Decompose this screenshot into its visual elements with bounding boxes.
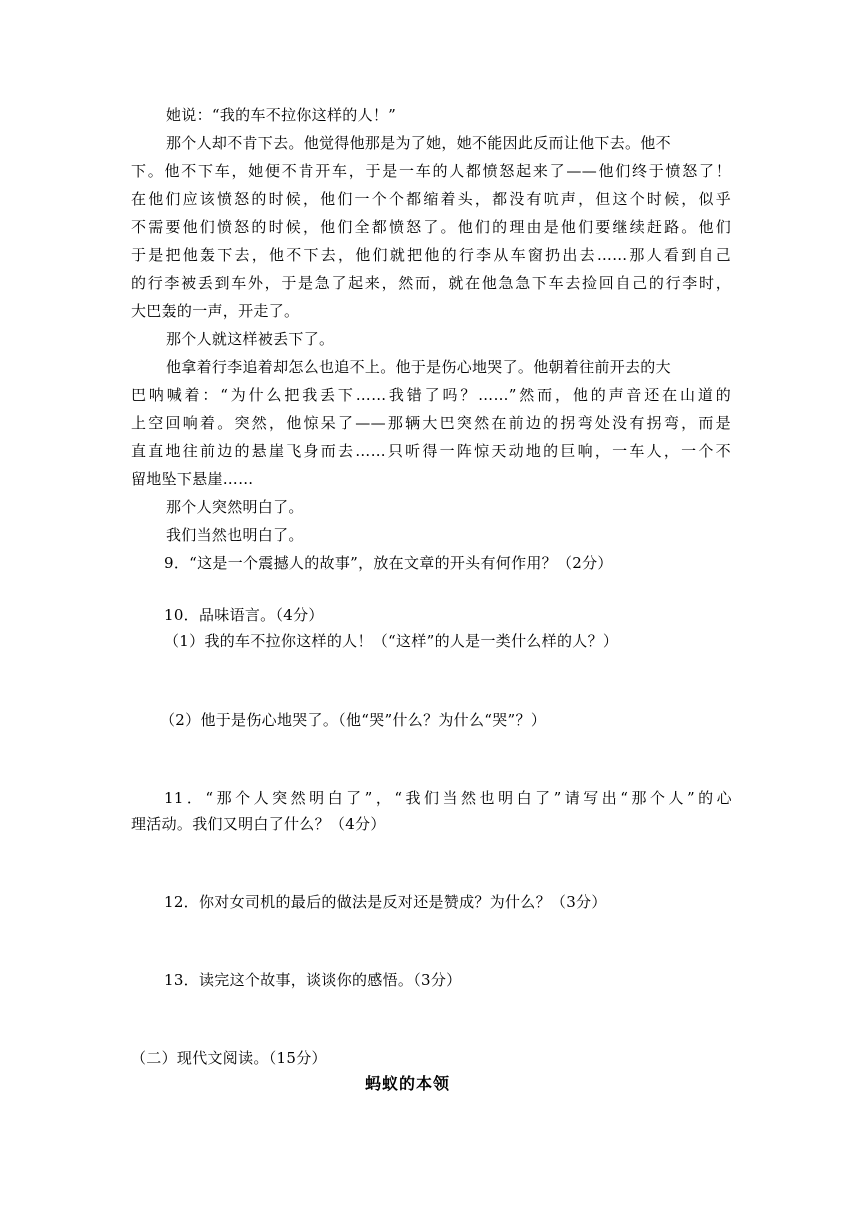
question-12: 12．你对女司机的最后的做法是反对还是赞成？为什么？（3分） [164,893,607,911]
passage-line: 下。他不下车，她便不肯开车，于是一车的人都愤怒起来了——他们终于愤怒了！ [131,162,731,180]
passage-line: 于是把他轰下去，他不下去，他们就把他的行李从车窗扔出去……那人看到自己 [131,246,731,264]
passage-line: 大巴轰的一声，开走了。 [131,302,300,320]
question-9: 9．“这是一个震撼人的故事”，放在文章的开头有何作用？（2分） [164,554,613,572]
question-13: 13．读完这个故事，谈谈你的感悟。（3分） [164,971,462,989]
passage-line: 那个人就这样被丢下了。 [166,330,335,348]
passage-line: 我们当然也明白了。 [166,526,304,544]
passage-line: 留地坠下悬崖…… [131,470,254,488]
passage-line: 他拿着行李追着却怎么也追不上。他于是伤心地哭了。他朝着往前开去的大 [166,358,671,376]
passage-line: 不需要他们愤怒的时候，他们全都愤怒了。他们的理由是他们要继续赶路。他们 [131,218,731,236]
passage-line: 她说：“我的车不拉你这样的人！” [166,106,397,124]
passage-line: 上空回响着。突然，他惊呆了——那辆大巴突然在前边的拐弯处没有拐弯，而是 [131,414,731,432]
section-heading: （二）现代文阅读。（15分） [131,1049,327,1067]
question-11-continued: 理活动。我们又明白了什么？（4分） [131,815,386,833]
passage-line: 在他们应该愤怒的时候，他们一个个都缩着头，都没有吭声，但这个时候，似乎 [131,190,731,208]
passage-line: 那个人却不肯下去。他觉得他那是为了她，她不能因此反而让他下去。他不 [166,134,671,152]
question-10-part-2: （2）他于是伤心地哭了。（他“哭”什么？为什么“哭”？） [160,711,547,729]
passage-line: 直直地往前边的悬崖飞身而去……只听得一阵惊天动地的巨响，一车人，一个不 [131,442,731,460]
passage-line: 巴呐喊着：“为什么把我丢下……我错了吗？……”然而，他的声音还在山道的 [131,386,731,404]
passage-line: 那个人突然明白了。 [166,498,304,516]
question-11: 11．“那个人突然明白了”，“我们当然也明白了”请写出“那个人”的心 [164,789,732,807]
question-10-part-1: （1）我的车不拉你这样的人！（“这样”的人是一类什么样的人？） [164,632,619,650]
question-10: 10．品味语言。（4分） [164,606,324,624]
passage-line: 的行李被丢到车外，于是急了起来，然而，就在他急急下车去捡回自己的行李时， [131,274,731,292]
article-title: 蚂蚁的本领 [365,1074,451,1093]
